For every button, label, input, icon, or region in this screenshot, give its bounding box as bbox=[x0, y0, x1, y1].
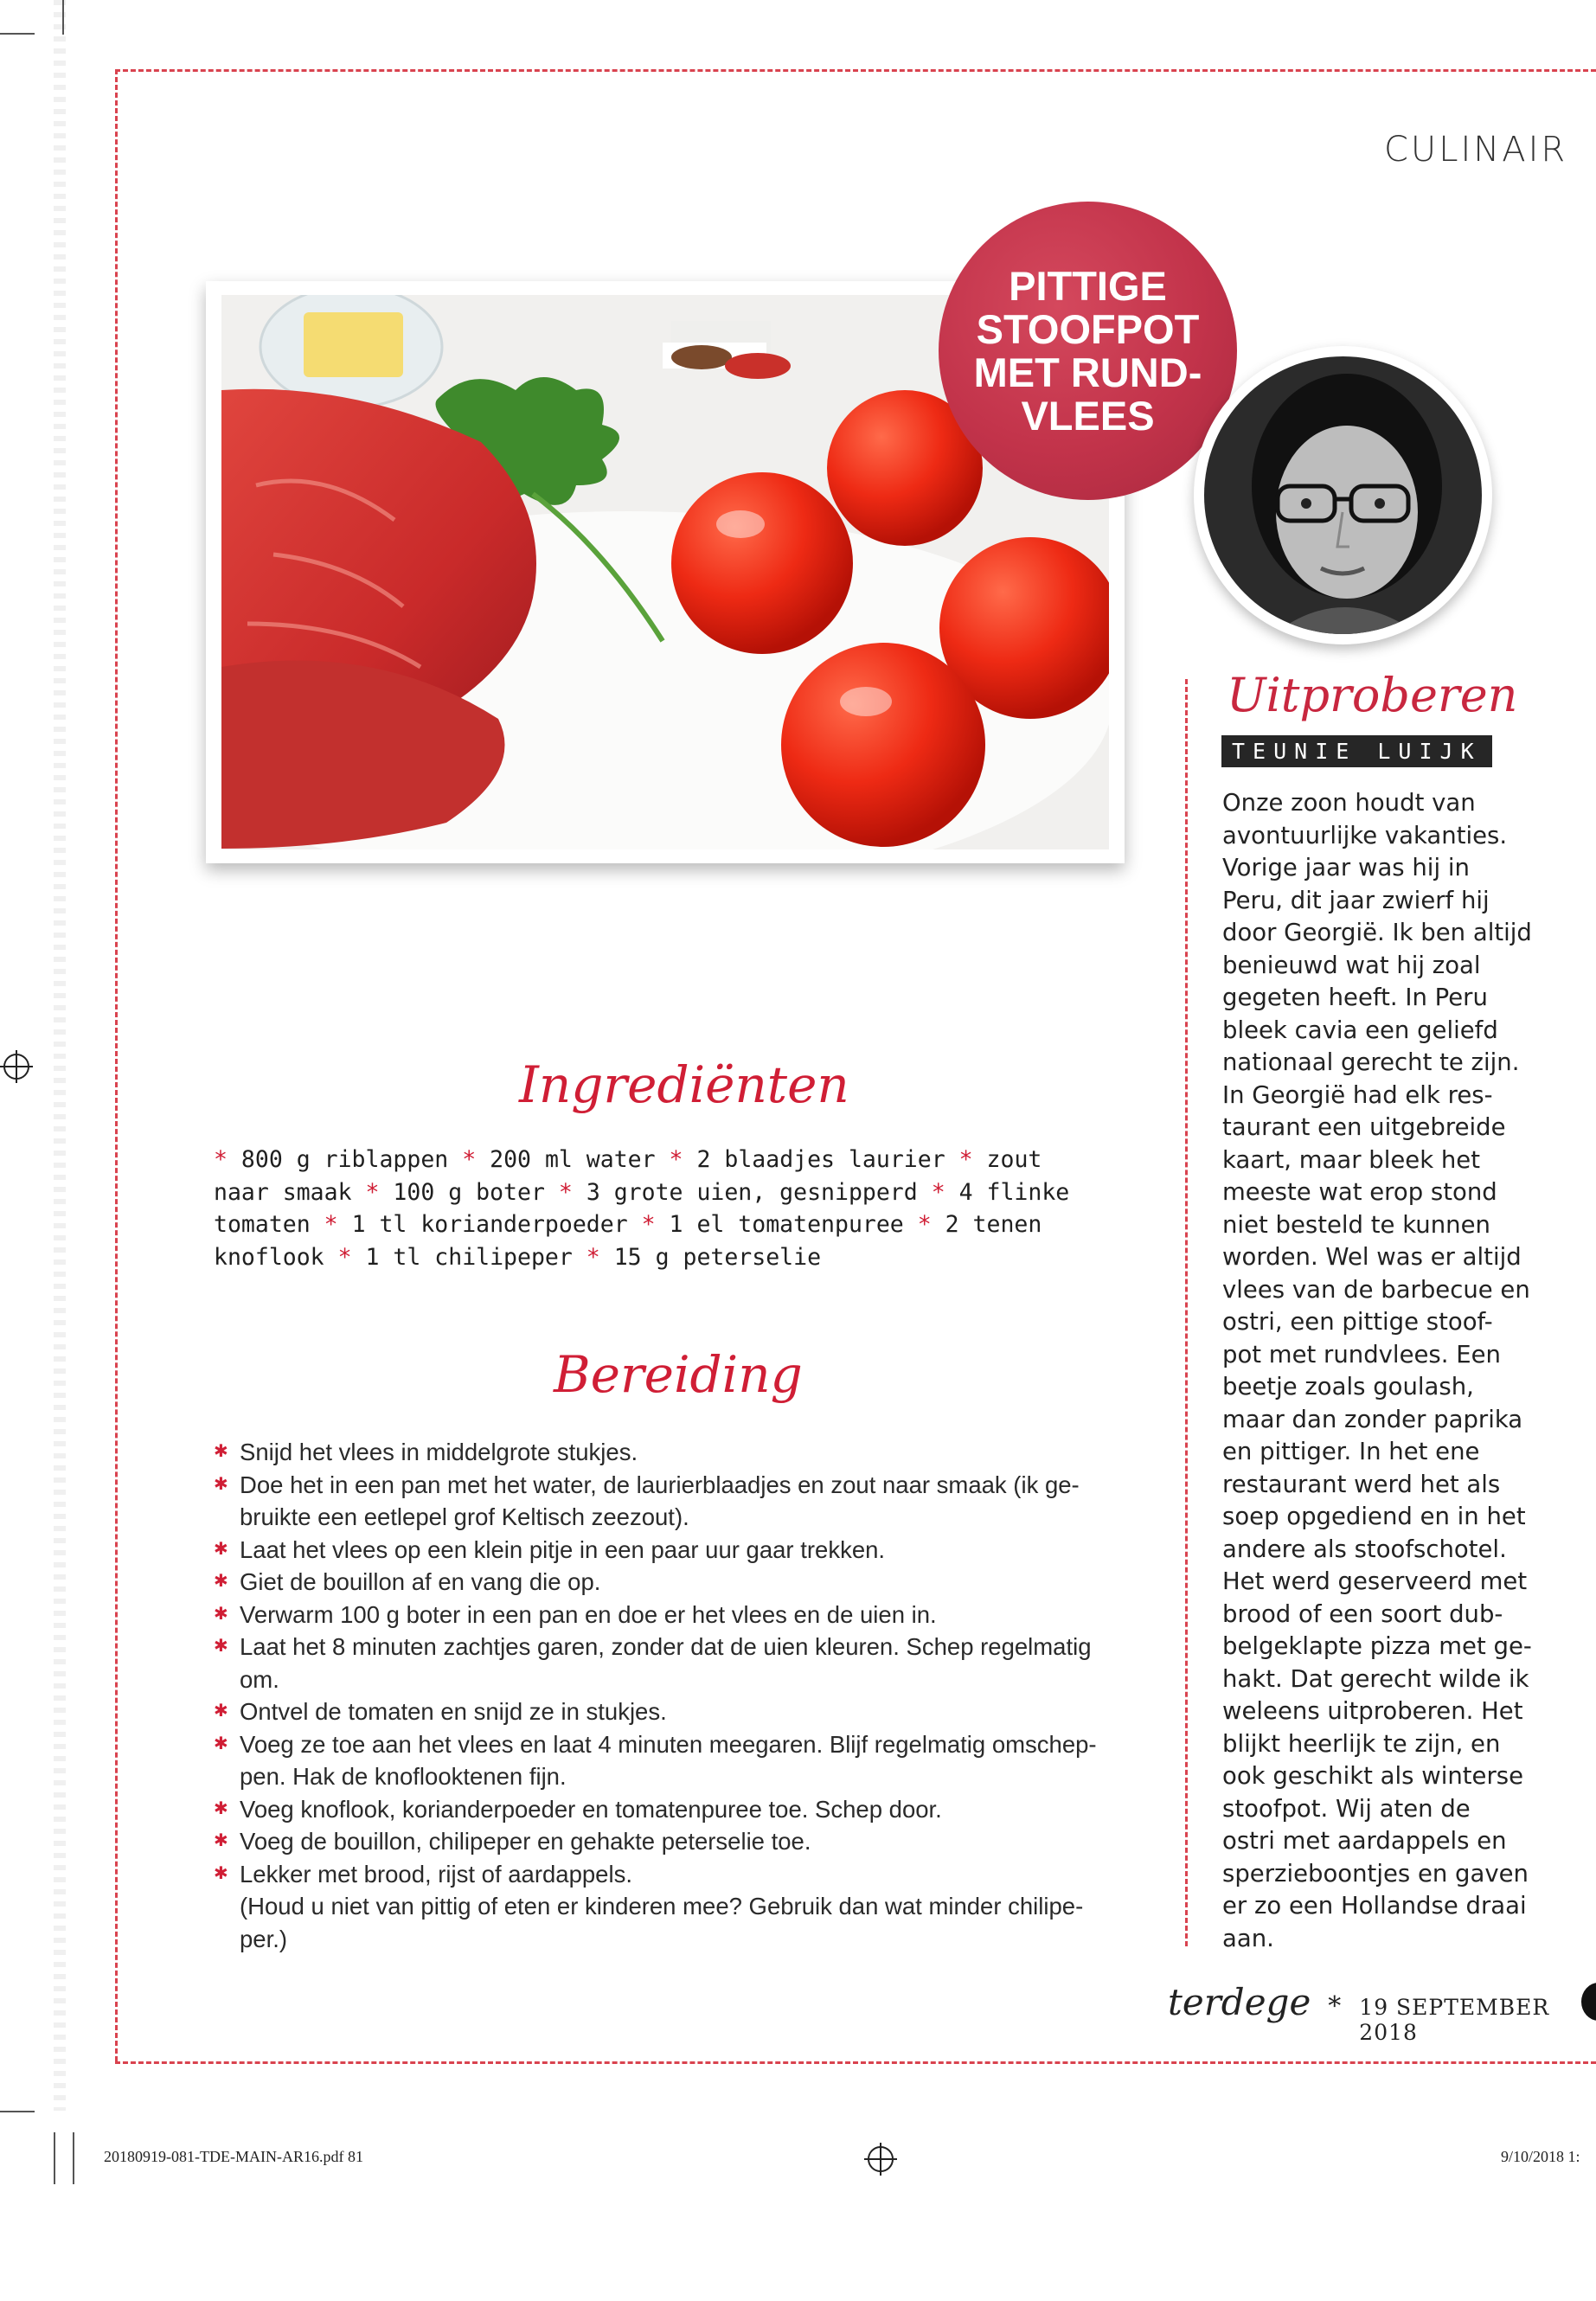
registration-mark-bottom bbox=[868, 2146, 894, 2172]
section-label: CULINAIR bbox=[1384, 130, 1568, 170]
sidebar-line: ook geschikt als winterse bbox=[1222, 1762, 1524, 1790]
sidebar-line: bleek cavia een geliefd bbox=[1222, 1016, 1498, 1044]
sidebar-line: beetje zoals goulash, bbox=[1222, 1373, 1474, 1400]
sidebar-line: andere als stoofschotel. bbox=[1222, 1535, 1507, 1563]
footer-separator: * bbox=[1328, 1991, 1343, 2022]
sidebar-line: restaurant werd het als bbox=[1222, 1470, 1501, 1498]
sidebar-line: ostri, een pittige stoof- bbox=[1222, 1308, 1493, 1336]
sidebar-line: Vorige jaar was hij in bbox=[1222, 854, 1470, 881]
sidebar-line: blijkt heerlijk te zijn, en bbox=[1222, 1729, 1501, 1758]
sidebar-line: er zo een Hollandse draai bbox=[1222, 1892, 1527, 1920]
crop-mark bbox=[0, 2111, 35, 2112]
crop-mark bbox=[54, 2132, 55, 2184]
author-portrait bbox=[1194, 346, 1492, 644]
sidebar-line: stoofpot. Wij aten de bbox=[1222, 1794, 1471, 1823]
sidebar-line: worden. Wel was er altijd bbox=[1222, 1243, 1522, 1271]
crop-mark bbox=[62, 0, 64, 35]
preparation-note: (Houd u niet van pittig of eten er kinderen mee? Gebruik dan wat minder chilipe-per.) bbox=[240, 1893, 1084, 1952]
preparation-step: ✱ Verwarm 100 g boter in een pan en doe er het vlees en de uien in. bbox=[214, 1599, 1105, 1631]
sidebar-line: en pittiger. In het ene bbox=[1222, 1438, 1480, 1465]
sidebar-line: gegeten heeft. In Peru bbox=[1222, 984, 1488, 1011]
ingredients-line: knoflook * 1 tl chilipeper * 15 g peterselie bbox=[214, 1243, 822, 1271]
sidebar-line: pot met rundvlees. Een bbox=[1222, 1340, 1501, 1368]
ingredients-line: naar smaak * 100 g boter * 3 grote uien, gesnipperd * 4 flinke bbox=[214, 1178, 1070, 1206]
preparation-step: ✱ Lekker met brood, rijst of aardappels. bbox=[214, 1858, 1105, 1891]
author-portrait-image bbox=[1204, 356, 1482, 634]
sidebar-line: weleens uitproberen. Het bbox=[1222, 1697, 1523, 1725]
sidebar-line: benieuwd wat hij zoal bbox=[1222, 951, 1481, 979]
issue-date: 19 SEPTEMBER 2018 bbox=[1359, 1995, 1550, 2045]
preparation-step: ✱ Snijd het vlees in middelgrote stukjes. bbox=[214, 1436, 1105, 1469]
sidebar-line: niet besteld te kunnen bbox=[1222, 1210, 1490, 1239]
sidebar-line: aan. bbox=[1222, 1924, 1274, 1952]
preparation-title: Bereiding bbox=[554, 1345, 803, 1404]
sidebar-line: belgeklapte pizza met ge- bbox=[1222, 1632, 1532, 1660]
sidebar-line: vlees van de barbecue en bbox=[1222, 1275, 1530, 1304]
preparation-step: ✱ Voeg knoflook, korianderpoeder en tomatenpuree toe. Schep door. bbox=[214, 1793, 1105, 1826]
sidebar-line: In Georgië had elk res- bbox=[1222, 1080, 1493, 1109]
sidebar-line: Het werd geserveerd met bbox=[1222, 1567, 1528, 1595]
frame-bottom-border bbox=[115, 2061, 1596, 2064]
crop-mark bbox=[73, 2132, 74, 2184]
preparation-step: ✱ Giet de bouillon af en vang die op. bbox=[214, 1566, 1105, 1599]
frame-top-border bbox=[115, 69, 1596, 72]
sidebar-line: Peru, dit jaar zwierf hij bbox=[1222, 886, 1490, 914]
sidebar-line: Onze zoon houdt van bbox=[1222, 789, 1476, 817]
sidebar-line: soep opgediend en in het bbox=[1222, 1503, 1526, 1530]
sidebar-line: avontuurlijke vakanties. bbox=[1222, 821, 1508, 849]
ingredients-line: * 800 g riblappen * 200 ml water * 2 blaadjes laurier * zout bbox=[214, 1146, 1042, 1173]
recipe-title: PITTIGE STOOFPOT MET RUND- VLEES bbox=[973, 262, 1202, 439]
ingredients-list bbox=[214, 1144, 1113, 1273]
ingredients-title: Ingrediënten bbox=[519, 1055, 849, 1114]
registration-mark-left bbox=[3, 1054, 29, 1080]
ingredients-line: tomaten * 1 tl korianderpoeder * 1 el tomatenpuree * 2 tenen bbox=[214, 1211, 1042, 1238]
preparation-step: ✱ Laat het vlees op een klein pitje in een paar uur gaar trekken. bbox=[214, 1534, 1105, 1567]
sidebar-line: door Georgië. Ik ben altijd bbox=[1222, 919, 1532, 946]
sidebar-line: sperzieboontjes en gaven bbox=[1222, 1859, 1529, 1888]
sidebar-line: brood of een soort dub- bbox=[1222, 1599, 1503, 1628]
sidebar-line: taurant een uitgebreide bbox=[1222, 1113, 1506, 1141]
sidebar-line: nationaal gerecht te zijn. bbox=[1222, 1048, 1520, 1076]
print-slug-file: 20180919-081-TDE-MAIN-AR16.pdf 81 bbox=[104, 2148, 363, 2165]
sidebar-title: Uitproberen bbox=[1227, 668, 1518, 722]
magazine-brand: terdege bbox=[1168, 1981, 1311, 2023]
sidebar-body bbox=[1222, 787, 1542, 1955]
print-gutter bbox=[54, 0, 66, 2111]
sidebar-line: kaart, maar bleek het bbox=[1222, 1145, 1480, 1174]
author-name: TEUNIE LUIJK bbox=[1221, 735, 1492, 767]
preparation-step: ✱ Ontvel de tomaten en snijd ze in stukjes. bbox=[214, 1695, 1105, 1728]
frame-left-border bbox=[115, 69, 118, 2061]
recipe-title-badge bbox=[939, 202, 1237, 500]
crop-mark bbox=[0, 33, 35, 35]
sidebar-line: meeste wat erop stond bbox=[1222, 1178, 1497, 1206]
print-slug-date: 9/10/2018 1: bbox=[1501, 2148, 1580, 2165]
sidebar-line: hakt. Dat gerecht wilde ik bbox=[1222, 1664, 1529, 1693]
sidebar-divider bbox=[1185, 679, 1188, 1946]
preparation-step: ✱ Voeg ze toe aan het vlees en laat 4 minuten meegaren. Blijf regelmatig omschep-pen. Hak de knoflooktenen fijn. bbox=[214, 1728, 1105, 1793]
sidebar-line: ostri met aardappels en bbox=[1222, 1827, 1507, 1855]
preparation-steps bbox=[214, 1436, 1105, 1955]
sidebar-line: maar dan zonder paprika bbox=[1222, 1405, 1523, 1433]
page-footer bbox=[1168, 1981, 1596, 2045]
preparation-step: ✱ Laat het 8 minuten zachtjes garen, zonder dat de uien kleuren. Schep regelmatig om. bbox=[214, 1631, 1105, 1695]
preparation-step: ✱ Doe het in een pan met het water, de laurierblaadjes en zout naar smaak (ik ge-bruikte een eetlepel grof Keltisch zeezout). bbox=[214, 1469, 1105, 1534]
preparation-step: ✱ Voeg de bouillon, chilipeper en gehakte peterselie toe. bbox=[214, 1825, 1105, 1858]
